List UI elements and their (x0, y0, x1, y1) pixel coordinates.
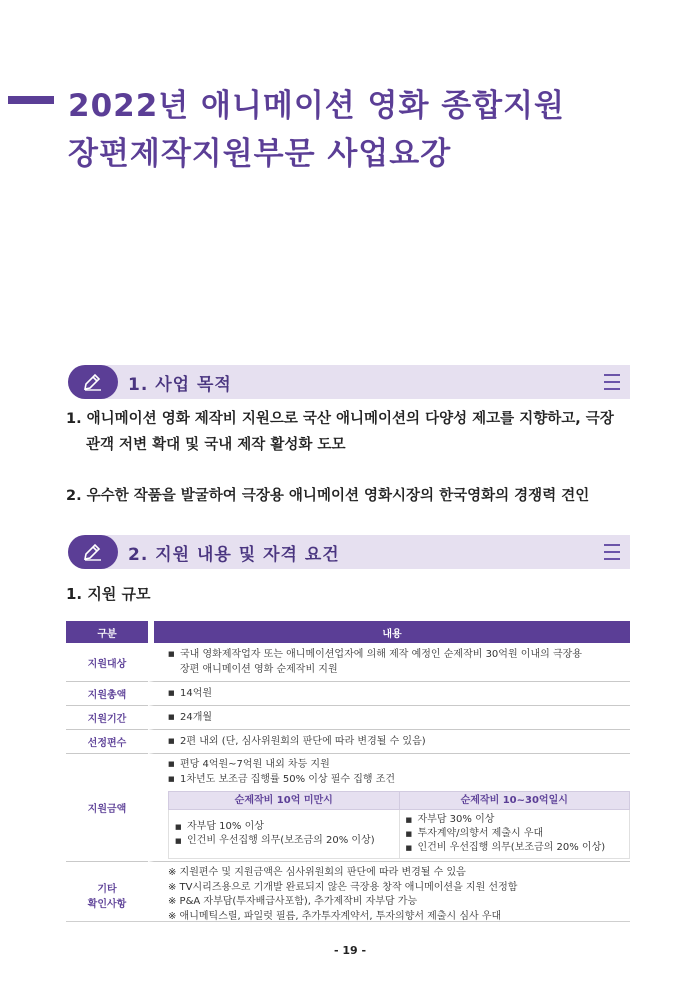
row-content (148, 682, 630, 706)
section-badge (68, 535, 118, 569)
row-label (66, 862, 148, 928)
row-content (148, 643, 630, 682)
row-content (148, 730, 630, 754)
target-line1: 국내 영화제작업자 또는 애니메이션업자에 의해 제작 예정인 순제작비 30억원 이내의 극장용 (180, 649, 582, 660)
purpose-item-1-line2: 관객 저변 확대 및 국내 제작 활성화 도모 (86, 437, 346, 453)
table-row (66, 730, 630, 754)
purpose-item-2: 2. 우수한 작품을 발굴하여 극장용 애니메이션 영화시장의 한국영화의 경쟁력 견인 (66, 488, 590, 504)
table-row (66, 643, 630, 682)
total-value: ■ 14억원 (168, 686, 630, 701)
table-row (66, 706, 630, 730)
subtable-cell-10to30 (399, 810, 630, 859)
list-item: ■ 인건비 우선집행 의무(보조금의 20% 이상) (406, 841, 624, 855)
note-line: ※ TV시리즈용으로 기개발 완료되지 않은 극장용 창작 애니메이션을 지원 선정함 (168, 881, 518, 893)
list-item: ■ 자부담 30% 이상 (406, 813, 624, 827)
header-category: 구분 (66, 621, 148, 643)
subtable-header-10to30: 순제작비 10~30억일시 (399, 792, 630, 810)
row-content (148, 754, 630, 862)
row-label: 지원대상 (66, 643, 148, 682)
menu-icon (604, 374, 620, 395)
row-label: 선정편수 (66, 730, 148, 754)
table-row (66, 754, 630, 862)
footer-divider (66, 921, 630, 922)
section-header-support (68, 535, 630, 569)
note-line: ※ P&A 자부담(투자배급사포함), 추가제작비 자부담 가능 (168, 896, 418, 907)
page-number: - 19 - (333, 944, 367, 957)
count-value: ■ 2편 내외 (단, 심사위원회의 판단에 따라 변경될 수 있음) (168, 734, 630, 749)
other-label-line2: 확인사항 (87, 899, 127, 910)
row-label: 지원총액 (66, 682, 148, 706)
list-item: ■ 인건비 우선집행 의무(보조금의 20% 이상) (175, 834, 393, 848)
note-line: ※ 지원편수 및 지원금액은 심사위원회의 판단에 따라 변경될 수 있음 (168, 867, 466, 878)
pencil-icon (82, 372, 104, 392)
amount-bullet1: ■ 편당 4억원~7억원 내외 차등 지원 (168, 757, 630, 772)
amount-subtable (168, 791, 630, 859)
subtable-header-under10: 순제작비 10억 미만시 (169, 792, 400, 810)
section-header-purpose (68, 365, 630, 399)
note-line: ※ 애니메틱스릴, 파일럿 필름, 추가투자계약서, 투자의향서 제출시 심사 우대 (168, 910, 502, 922)
title-accent-bar (8, 96, 54, 104)
table-row (66, 682, 630, 706)
period-value: ■ 24개월 (168, 710, 630, 725)
menu-icon (604, 544, 620, 565)
list-item: ■ 투자계약/의향서 제출시 우대 (406, 827, 624, 841)
purpose-item-1-line1: 1. 애니메이션 영화 제작비 지원으로 국산 애니메이션의 다양성 제고를 지향하고, 극장 (66, 411, 614, 427)
header-content: 내용 (148, 621, 630, 643)
target-line2: 장편 애니메이션 영화 순제작비 지원 (180, 664, 338, 675)
row-content (148, 706, 630, 730)
row-content (148, 862, 630, 928)
support-table (66, 621, 630, 928)
amount-bullet2: ■ 1차년도 보조금 집행률 50% 이상 필수 집행 조건 (168, 772, 630, 787)
page-title-line2: 장편제작지원부문 사업요강 (68, 136, 452, 172)
section-title: 2. 지원 내용 및 자격 요건 (128, 545, 340, 565)
page-title-line1: 2022년 애니메이션 영화 종합지원 (68, 88, 566, 124)
section-title: 1. 사업 목적 (128, 375, 232, 395)
pencil-icon (82, 542, 104, 562)
list-item: ■ 자부담 10% 이상 (175, 820, 393, 834)
subtable-cell-under10 (169, 810, 400, 859)
table-row (66, 862, 630, 928)
other-label-line1: 기타 (97, 884, 117, 895)
section-badge (68, 365, 118, 399)
subheading-support-scale: 1. 지원 규모 (66, 585, 151, 603)
row-label: 지원금액 (66, 754, 148, 862)
row-label: 지원기간 (66, 706, 148, 730)
